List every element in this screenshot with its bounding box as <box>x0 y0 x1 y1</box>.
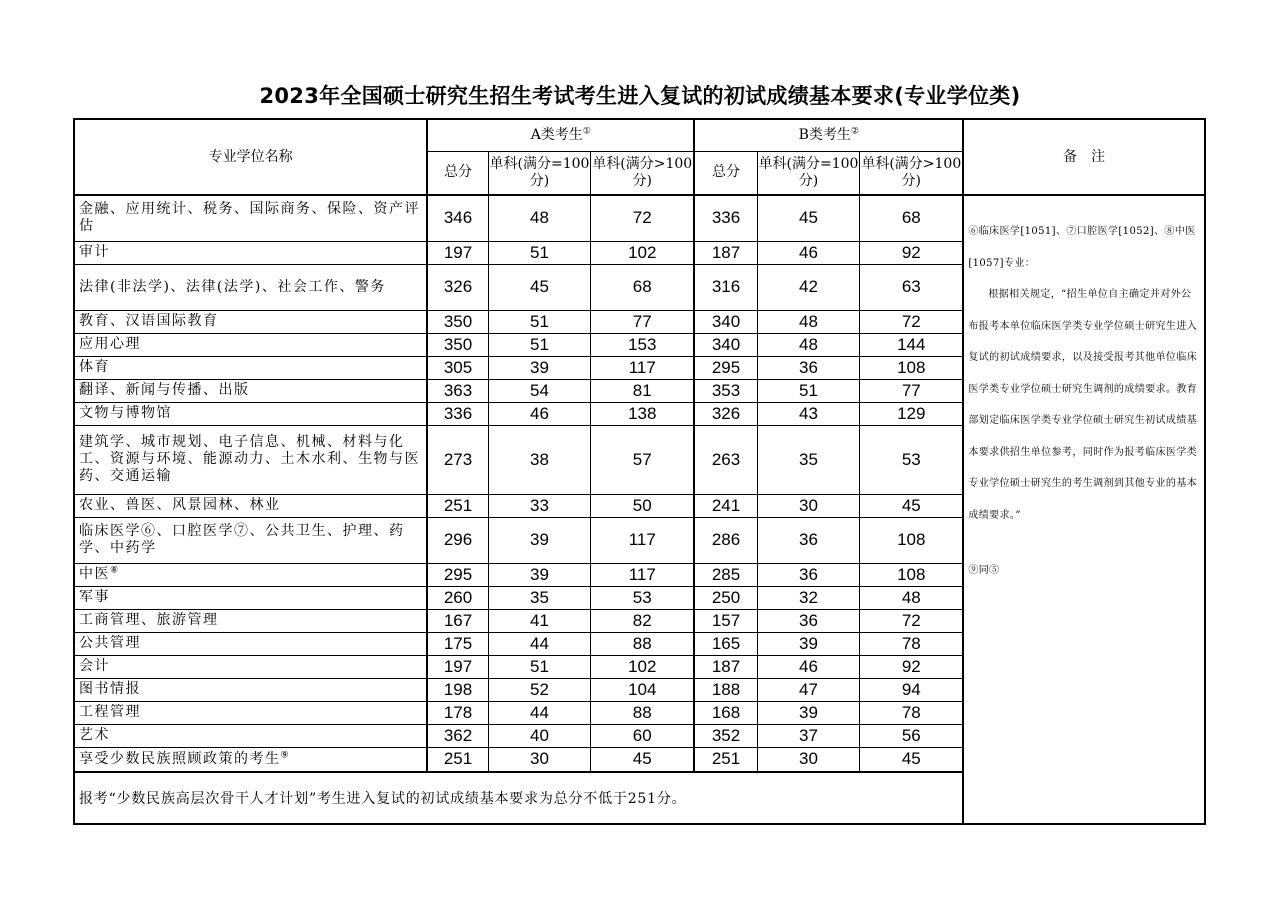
b-single-gt100-cell: 77 <box>860 379 964 402</box>
b-single-100-cell: 43 <box>757 402 860 425</box>
a-total-cell: 363 <box>427 379 488 402</box>
a-single-100-cell: 33 <box>488 494 591 517</box>
major-name-cell: 工程管理 <box>74 701 427 724</box>
table-row <box>74 195 1205 241</box>
a-single-100-cell: 51 <box>488 241 591 264</box>
a-single-gt100-cell: 81 <box>591 379 695 402</box>
b-total-cell: 295 <box>694 356 757 379</box>
b-single-gt100-cell: 68 <box>860 195 964 241</box>
a-total-cell: 350 <box>427 333 488 356</box>
major-name-cell: 会计 <box>74 655 427 678</box>
a-total-cell: 197 <box>427 241 488 264</box>
header-group-b: B类考生② <box>694 119 963 151</box>
b-single-gt100-cell: 108 <box>860 356 964 379</box>
b-single-100-cell: 46 <box>757 655 860 678</box>
major-name-cell: 建筑学、城市规划、电子信息、机械、材料与化工、资源与环境、能源动力、土木水利、生物与医药、交通运输 <box>74 425 427 494</box>
b-total-cell: 187 <box>694 241 757 264</box>
major-name-cell: 文物与博物馆 <box>74 402 427 425</box>
b-single-gt100-cell: 78 <box>860 701 964 724</box>
a-single-100-cell: 51 <box>488 310 591 333</box>
a-total-cell: 296 <box>427 517 488 563</box>
a-single-100-cell: 51 <box>488 333 591 356</box>
a-total-cell: 178 <box>427 701 488 724</box>
b-single-100-cell: 30 <box>757 747 860 772</box>
header-a-single-100: 单科(满分=100分) <box>488 151 591 195</box>
b-single-100-cell: 39 <box>757 701 860 724</box>
a-single-gt100-cell: 45 <box>591 747 695 772</box>
b-single-100-cell: 36 <box>757 356 860 379</box>
a-total-cell: 260 <box>427 586 488 609</box>
a-single-gt100-cell: 117 <box>591 356 695 379</box>
a-single-100-cell: 39 <box>488 563 591 586</box>
a-single-100-cell: 44 <box>488 701 591 724</box>
b-total-cell: 353 <box>694 379 757 402</box>
b-single-gt100-cell: 72 <box>860 310 964 333</box>
major-name-cell: 军事 <box>74 586 427 609</box>
major-name-cell: 图书情报 <box>74 678 427 701</box>
page-title: 2023年全国硕士研究生招生考试考生进入复试的初试成绩基本要求(专业学位类) <box>259 84 1021 108</box>
b-single-gt100-cell: 72 <box>860 609 964 632</box>
a-single-gt100-cell: 72 <box>591 195 695 241</box>
major-name-cell: 工商管理、旅游管理 <box>74 609 427 632</box>
a-single-gt100-cell: 88 <box>591 632 695 655</box>
b-single-100-cell: 47 <box>757 678 860 701</box>
major-name-cell: 应用心理 <box>74 333 427 356</box>
b-single-gt100-cell: 108 <box>860 563 964 586</box>
b-single-gt100-cell: 94 <box>860 678 964 701</box>
major-name-cell: 农业、兽医、风景园林、林业 <box>74 494 427 517</box>
major-name-cell: 审计 <box>74 241 427 264</box>
header-b-single-gt100: 单科(满分>100分) <box>860 151 964 195</box>
b-total-cell: 165 <box>694 632 757 655</box>
a-single-100-cell: 38 <box>488 425 591 494</box>
b-single-100-cell: 48 <box>757 333 860 356</box>
b-single-gt100-cell: 53 <box>860 425 964 494</box>
b-single-gt100-cell: 92 <box>860 241 964 264</box>
a-single-gt100-cell: 82 <box>591 609 695 632</box>
a-single-gt100-cell: 117 <box>591 563 695 586</box>
b-single-gt100-cell: 48 <box>860 586 964 609</box>
major-name-cell: 中医⑧ <box>74 563 427 586</box>
header-b-single-100: 单科(满分=100分) <box>757 151 860 195</box>
a-single-gt100-cell: 138 <box>591 402 695 425</box>
major-name-cell: 艺术 <box>74 724 427 747</box>
b-total-cell: 316 <box>694 264 757 310</box>
header-b-total: 总分 <box>694 151 757 195</box>
a-total-cell: 167 <box>427 609 488 632</box>
b-single-100-cell: 46 <box>757 241 860 264</box>
a-single-gt100-cell: 77 <box>591 310 695 333</box>
b-total-cell: 336 <box>694 195 757 241</box>
b-total-cell: 340 <box>694 310 757 333</box>
b-single-100-cell: 35 <box>757 425 860 494</box>
a-total-cell: 346 <box>427 195 488 241</box>
b-single-100-cell: 30 <box>757 494 860 517</box>
b-single-gt100-cell: 144 <box>860 333 964 356</box>
header-a-total: 总分 <box>427 151 488 195</box>
a-single-gt100-cell: 117 <box>591 517 695 563</box>
b-single-100-cell: 36 <box>757 517 860 563</box>
remarks-line-3: ⑨同⑤ <box>968 565 1000 576</box>
a-total-cell: 175 <box>427 632 488 655</box>
a-single-100-cell: 35 <box>488 586 591 609</box>
b-single-gt100-cell: 108 <box>860 517 964 563</box>
b-single-gt100-cell: 45 <box>860 747 964 772</box>
b-total-cell: 168 <box>694 701 757 724</box>
b-single-100-cell: 51 <box>757 379 860 402</box>
a-total-cell: 350 <box>427 310 488 333</box>
a-single-100-cell: 51 <box>488 655 591 678</box>
b-single-gt100-cell: 45 <box>860 494 964 517</box>
a-total-cell: 273 <box>427 425 488 494</box>
b-total-cell: 263 <box>694 425 757 494</box>
major-name-cell: 法律(非法学)、法律(法学)、社会工作、警务 <box>74 264 427 310</box>
a-single-100-cell: 48 <box>488 195 591 241</box>
a-single-gt100-cell: 60 <box>591 724 695 747</box>
b-single-100-cell: 37 <box>757 724 860 747</box>
b-single-100-cell: 36 <box>757 563 860 586</box>
b-total-cell: 352 <box>694 724 757 747</box>
b-total-cell: 250 <box>694 586 757 609</box>
b-single-gt100-cell: 129 <box>860 402 964 425</box>
a-total-cell: 198 <box>427 678 488 701</box>
a-single-gt100-cell: 104 <box>591 678 695 701</box>
a-total-cell: 305 <box>427 356 488 379</box>
a-single-100-cell: 39 <box>488 517 591 563</box>
a-single-100-cell: 44 <box>488 632 591 655</box>
b-total-cell: 188 <box>694 678 757 701</box>
b-single-gt100-cell: 63 <box>860 264 964 310</box>
a-single-100-cell: 45 <box>488 264 591 310</box>
header-remarks: 备 注 <box>963 119 1205 195</box>
a-single-gt100-cell: 153 <box>591 333 695 356</box>
a-total-cell: 251 <box>427 747 488 772</box>
b-total-cell: 286 <box>694 517 757 563</box>
b-single-100-cell: 39 <box>757 632 860 655</box>
a-single-100-cell: 52 <box>488 678 591 701</box>
a-single-gt100-cell: 68 <box>591 264 695 310</box>
a-total-cell: 326 <box>427 264 488 310</box>
header-group-a: A类考生① <box>427 119 694 151</box>
remarks-cell <box>963 195 1205 824</box>
a-single-100-cell: 54 <box>488 379 591 402</box>
a-single-100-cell: 39 <box>488 356 591 379</box>
a-single-gt100-cell: 102 <box>591 655 695 678</box>
remarks-line-2: 根据相关规定，“招生单位自主确定并对外公布报考本单位临床医学类专业学位硕士研究生进入复试的初试成绩要求，以及接受报考其他单位临床医学类专业学位硕士研究生调剂的成绩要求。教育部划定临床医学类专业学位硕士研究生初试成绩基本要求供招生单位参考，同时作为报考临床医学类专业学位硕士研究生的考生调剂到其他专业的基本成绩要求。” <box>968 289 1198 521</box>
header-a-single-gt100: 单科(满分>100分) <box>591 151 695 195</box>
b-total-cell: 157 <box>694 609 757 632</box>
a-single-gt100-cell: 57 <box>591 425 695 494</box>
b-single-100-cell: 32 <box>757 586 860 609</box>
b-single-100-cell: 48 <box>757 310 860 333</box>
b-total-cell: 340 <box>694 333 757 356</box>
footer-note: 报考“少数民族高层次骨干人才计划”考生进入复试的初试成绩基本要求为总分不低于251分。 <box>74 772 963 824</box>
b-total-cell: 241 <box>694 494 757 517</box>
a-single-gt100-cell: 102 <box>591 241 695 264</box>
major-name-cell: 享受少数民族照顾政策的考生⑨ <box>74 747 427 772</box>
b-single-gt100-cell: 56 <box>860 724 964 747</box>
a-total-cell: 197 <box>427 655 488 678</box>
b-total-cell: 251 <box>694 747 757 772</box>
major-name-cell: 翻译、新闻与传播、出版 <box>74 379 427 402</box>
major-name-cell: 教育、汉语国际教育 <box>74 310 427 333</box>
a-single-100-cell: 30 <box>488 747 591 772</box>
score-table <box>73 118 1206 825</box>
a-total-cell: 362 <box>427 724 488 747</box>
b-total-cell: 326 <box>694 402 757 425</box>
b-single-100-cell: 36 <box>757 609 860 632</box>
a-single-100-cell: 40 <box>488 724 591 747</box>
b-single-100-cell: 45 <box>757 195 860 241</box>
a-single-gt100-cell: 53 <box>591 586 695 609</box>
b-total-cell: 285 <box>694 563 757 586</box>
remarks-line-1: ⑥临床医学[1051]、⑦口腔医学[1052]、⑧中医[1057]专业： <box>968 226 1196 269</box>
major-name-cell: 金融、应用统计、税务、国际商务、保险、资产评估 <box>74 195 427 241</box>
a-total-cell: 295 <box>427 563 488 586</box>
major-name-cell: 临床医学⑥、口腔医学⑦、公共卫生、护理、药学、中药学 <box>74 517 427 563</box>
major-name-cell: 体育 <box>74 356 427 379</box>
a-total-cell: 336 <box>427 402 488 425</box>
b-single-100-cell: 42 <box>757 264 860 310</box>
b-single-gt100-cell: 78 <box>860 632 964 655</box>
a-single-gt100-cell: 88 <box>591 701 695 724</box>
b-single-gt100-cell: 92 <box>860 655 964 678</box>
b-total-cell: 187 <box>694 655 757 678</box>
a-single-100-cell: 41 <box>488 609 591 632</box>
header-major-name: 专业学位名称 <box>74 119 427 195</box>
a-total-cell: 251 <box>427 494 488 517</box>
major-name-cell: 公共管理 <box>74 632 427 655</box>
a-single-gt100-cell: 50 <box>591 494 695 517</box>
a-single-100-cell: 46 <box>488 402 591 425</box>
